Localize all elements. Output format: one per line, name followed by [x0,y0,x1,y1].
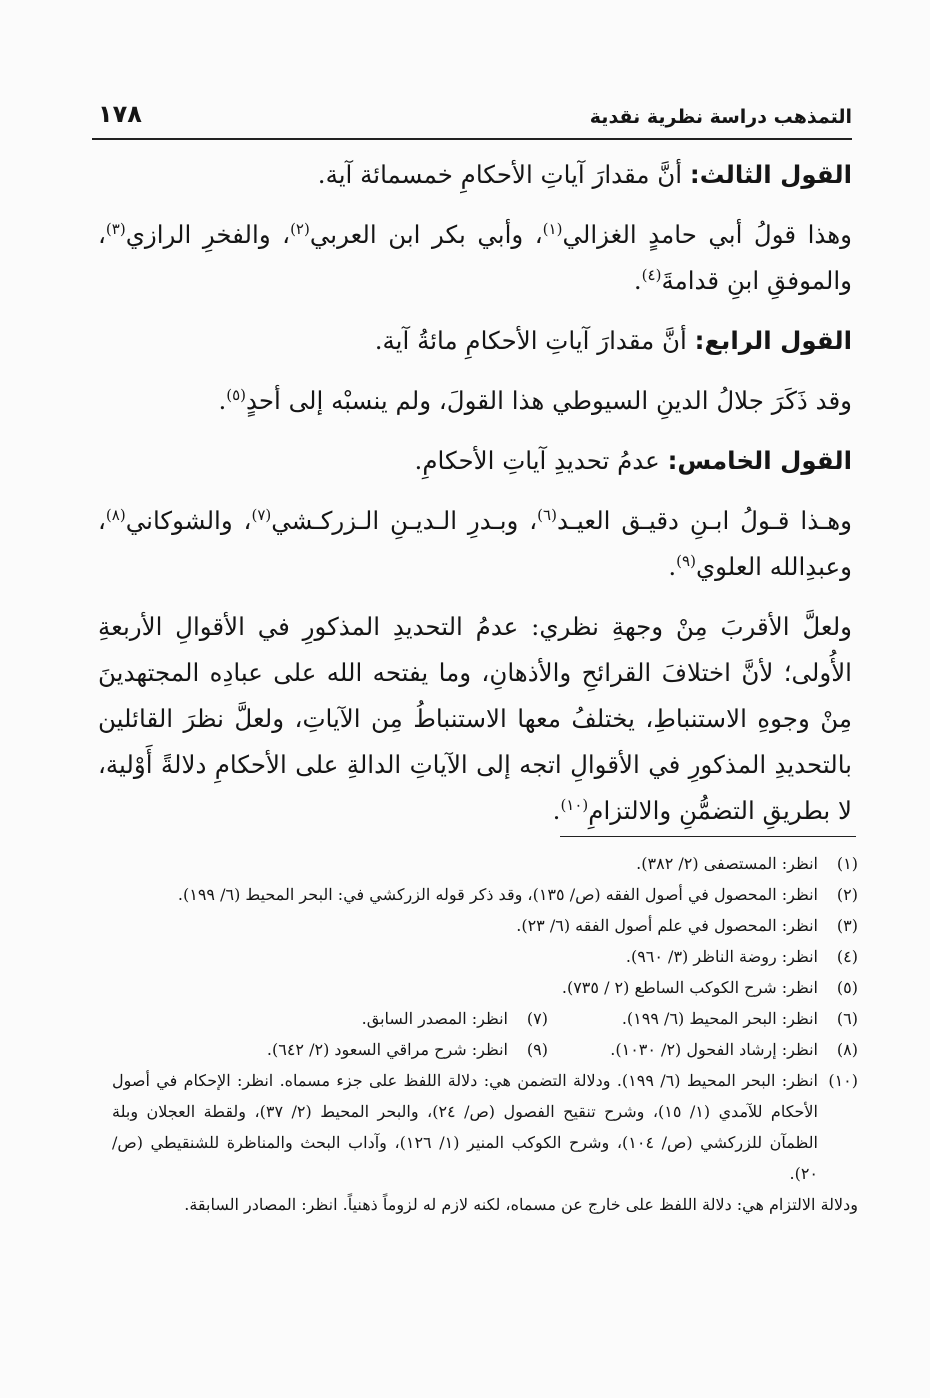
footnote-text: انظر: شرح مراقي السعود (٢/ ٦٤٢). [266,1040,508,1059]
paragraph-third-opinion [98,152,852,198]
footnotes [112,848,858,1220]
footnote-number: (١٠) [828,1071,858,1090]
running-header [92,100,852,140]
paragraph-text: . [218,386,227,415]
footnote-text: انظر: البحر المحيط (٦/ ١٩٩). [621,1009,818,1028]
footnote-10 [112,1065,858,1189]
footnote-8 [548,1034,858,1065]
footnote-ref[interactable]: (٨) [105,505,126,524]
footnote-text: انظر: شرح الكوكب الساطع (٢ / ٧٣٥). [561,978,818,997]
paragraph-fourth-opinion [98,318,852,364]
paragraph-text: . [668,552,677,581]
footnote-text: انظر: روضة الناظر (٣/ ٩٦٠). [625,947,818,966]
footnote-ref[interactable]: (٥) [226,385,247,404]
footnote-row-8-9 [112,1034,858,1065]
footnote-text: انظر: المستصفى (٢/ ٣٨٢). [636,854,818,873]
footnote-ref[interactable]: (٦) [537,505,557,524]
footnote-number: (٨) [836,1040,858,1059]
main-text [98,152,852,848]
footnote-number: (٢) [836,885,858,904]
footnote-row-6-7 [112,1003,858,1034]
footnote-text: انظر: المحصول في علم أصول الفقه (٦/ ٢٣). [516,916,818,935]
footnote-number: (٣) [836,916,858,935]
footnote-number: (٤) [836,947,858,966]
paragraph-text: ، والفخرِ الرازي [125,220,291,249]
footnote-number: (١) [836,854,858,873]
paragraph-text: ، والشوكاني [125,506,252,535]
paragraph-text: عدمُ تحديدِ آياتِ الأحكامِ. [414,446,668,475]
paragraph-third-opinion-holders [98,212,852,304]
footnote-10-continuation: ودلالة الالتزام هي: دلالة اللفظ على خارج عن مسماه، لكنه لازم له لزوماً ذهنياً. انظر: المصادر السابقة. [184,1195,858,1214]
paragraph-text: ، وعبدِالله العلوي [98,506,852,581]
paragraph-fifth-opinion-holders [98,498,852,590]
footnote-text: انظر: المحصول في أصول الفقه (ص/ ١٣٥)، وقد ذكر قوله الزركشي في: البحر المحيط (٦/ ١٩٩). [177,885,818,904]
footnote-number: (٩) [526,1040,548,1059]
footnote-text: انظر: المصدر السابق. [361,1009,508,1028]
footnote-ref[interactable]: (٣) [105,219,126,238]
footnote-2 [112,879,858,910]
footnote-divider [560,836,856,837]
paragraph-fourth-opinion-source [98,378,852,424]
footnote-number: (٦) [836,1009,858,1028]
footnote-ref[interactable]: (٩) [676,551,696,570]
footnote-5 [112,972,858,1003]
paragraph-text: ، وبـدرِ الـديـنِ الـزركـشي [271,506,538,535]
footnote-1 [112,848,858,879]
paragraph-text: ولعلَّ الأقربَ مِنْ وجهةِ نظري: عدمُ التحديدِ المذكورِ في الأقوالِ الأربعةِ الأُولى؛ لأنَّ اختلافَ القرائحِ والأذهانِ، وما يفتحه الله على عبادِه المجتهدينَ مِنْ وجوهِ الاستنباطِ، يختلفُ معها الاستنباطُ مِن الآياتِ، ولعلَّ نظرَ القائلين بالتحديدِ المذكورِ في الأقوالِ اتجه إلى الآياتِ الدالةِ على الأحكامِ دلالةً أَوْلية، لا بطريقِ التضمُّنِ والالتزامِ [98,612,852,825]
footnote-text: انظر: إرشاد الفحول (٢/ ١٠٣٠). [610,1040,818,1059]
footnote-text: انظر: البحر المحيط (٦/ ١٩٩). ودلالة التضمن هي: دلالة اللفظ على جزء مسماه. انظر: الإحكام في أصول الأحكام للآمدي (١/ ١٥)، وشرح تنقيح الفصول (ص/ ٢٤)، والبحر المحيط (٢/ ٣٧)، ولقطة العجلان وبلة الظمآن للزركشي (ص/ ١٠٤)، وشرح الكوكب المنير (١/ ١٢٦)، وآداب البحث والمناظرة للشنقيطي (ص/ ٢٠). [112,1071,819,1183]
paragraph-fifth-opinion [98,438,852,484]
footnote-ref[interactable]: (٤) [641,265,662,284]
opinion-label: القول الرابع: [694,326,852,355]
footnote-number: (٥) [836,978,858,997]
header-title: التمذهب دراسة نظرية نقدية [589,106,852,128]
footnote-ref[interactable]: (٢) [290,219,310,238]
opinion-label: القول الخامس: [667,446,852,475]
paragraph-text: . [633,266,642,295]
page-number: ١٧٨ [98,100,142,128]
paragraph-text: أنَّ مقدارَ آياتِ الأحكامِ مائةُ آية. [374,326,695,355]
paragraph-author-opinion [98,604,852,834]
paragraph-text: ، والموفقِ ابنِ قدامةَ [98,220,852,295]
footnote-3 [112,910,858,941]
footnote-number: (٧) [526,1009,548,1028]
paragraph-text: وهـذا قـولُ ابـنِ دقيـق العيـد [556,506,852,535]
paragraph-text: وقد ذَكَرَ جلالُ الدينِ السيوطي هذا القولَ، ولم ينسبْه إلى أحدٍ [246,386,852,415]
footnote-6 [548,1003,858,1034]
paragraph-text: وهذا قولُ أبي حامدٍ الغزالي [562,220,852,249]
opinion-label: القول الثالث: [689,160,852,189]
footnote-4 [112,941,858,972]
paragraph-text: . [552,796,561,825]
paragraph-text: أنَّ مقدارَ آياتِ الأحكامِ خمسمائة آية. [317,160,690,189]
footnote-ref[interactable]: (١٠) [560,795,589,814]
footnote-9 [238,1034,548,1065]
footnote-ref[interactable]: (١) [542,219,563,238]
footnote-ref[interactable]: (٧) [251,505,272,524]
paragraph-text: ، وأبي بكر ابن العربي [309,220,543,249]
footnote-7 [238,1003,548,1034]
